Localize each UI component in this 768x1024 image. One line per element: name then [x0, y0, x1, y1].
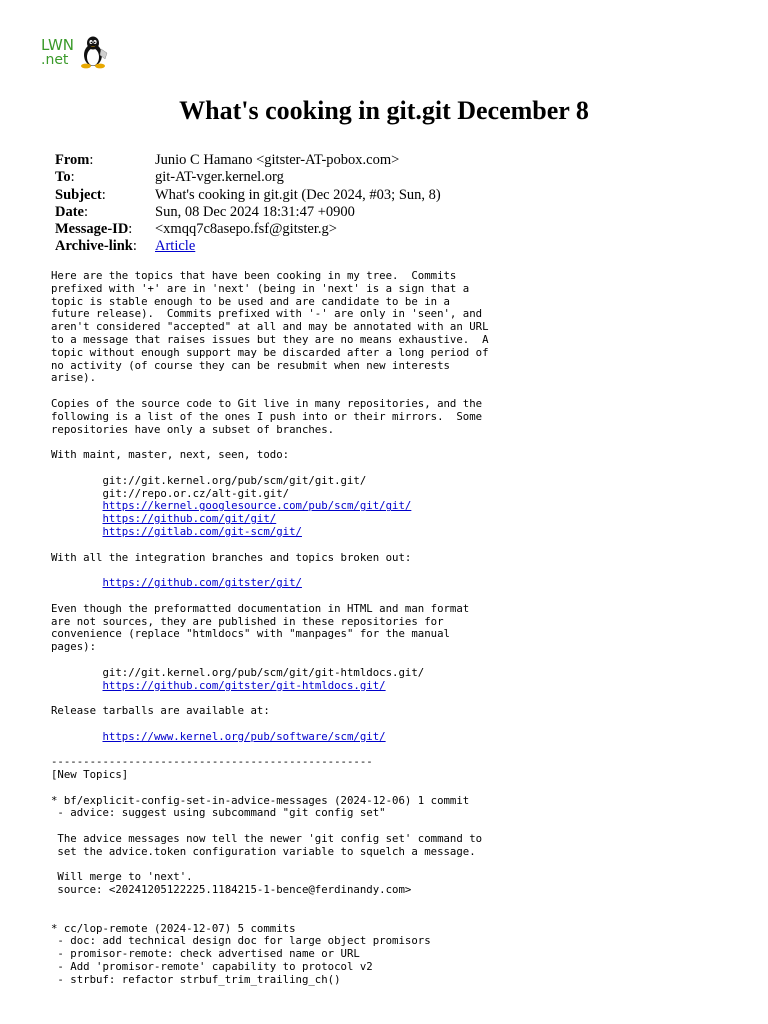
header-row-from: From: Junio C Hamano <gitster-AT-pobox.com>: [55, 152, 441, 169]
gitster-github-link[interactable]: https://github.com/gitster/git/: [102, 576, 302, 590]
header-name: Subject: [55, 186, 102, 203]
header-row-to: To: git-AT-vger.kernel.org: [55, 169, 441, 186]
header-name: From: [55, 152, 90, 168]
header-name: Date: [55, 203, 84, 220]
with-maint-line: With maint, master, next, seen, todo:: [51, 448, 290, 462]
with-all-line: With all the integration branches and topics broken out:: [51, 550, 412, 564]
header-value: What's cooking in git.git (Dec 2024, #03; Sun, 8): [155, 186, 441, 203]
release-line: Release tarballs are available at:: [51, 704, 270, 718]
header-row-archive-link: Archive-link: Article: [55, 238, 196, 255]
logo-text-lwn: LWN: [41, 36, 75, 54]
header-name: Archive-link: [55, 238, 133, 255]
header-name: Message-ID: [55, 221, 129, 238]
release-tarball-link[interactable]: https://www.kernel.org/pub/software/scm/git/: [102, 729, 386, 743]
repo-plain-url: git://repo.or.cz/alt-git.git/: [102, 486, 290, 500]
logo-text-net: .net: [41, 52, 69, 68]
archive-article-link[interactable]: Article: [155, 238, 196, 255]
header-row-date: Date: Sun, 08 Dec 2024 18:31:47 +0900: [55, 204, 441, 221]
header-value: Junio C Hamano <gitster-AT-pobox.com>: [155, 152, 400, 168]
docs-github-link[interactable]: https://github.com/gitster/git-htmldocs.git/: [102, 678, 386, 692]
repo-plain-url: git://git.kernel.org/pub/scm/git/git.git/: [102, 473, 367, 487]
repo-link-gitlab[interactable]: https://gitlab.com/git-scm/git/: [102, 524, 302, 538]
docs-paragraph: Even though the preformatted documentation in HTML and man format are not sources, they are published in these repositories for convenience (replace "htmldocs" with "manpages" for the manual pages):: [51, 601, 470, 654]
header-value: Sun, 08 Dec 2024 18:31:47 +0900: [155, 203, 355, 220]
topic-entry: * bf/explicit-config-set-in-advice-messages (2024-12-06) 1 commit - advice: suggest using subcommand "git config set" The advice messages now tell the newer 'git config set' command to set the advice.token configuration variable to squelch a message. Will merge to 'next'. source: <20241205122225.1184215-1-bence@ferdinandy.com>: [51, 793, 483, 897]
tux-penguin-icon: [80, 35, 108, 69]
new-topics-heading: [New Topics]: [51, 768, 129, 782]
email-body: [51, 270, 489, 987]
header-row-subject: Subject: What's cooking in git.git (Dec 2024, #03; Sun, 8): [55, 186, 441, 203]
topic-entry: * cc/lop-remote (2024-12-07) 5 commits - doc: add technical design doc for large object promisors - promisor-remote: check advertised name or URL - Add 'promisor-remote' capability to protocol v2 - strbuf: refactor strbuf_trim_trailing_ch(): [51, 921, 431, 986]
email-headers: [55, 152, 441, 256]
separator-line: --------------------------------------------------: [51, 755, 373, 769]
header-name: To: [55, 169, 71, 186]
repo-link-github[interactable]: https://github.com/git/git/: [102, 512, 277, 526]
header-row-message-id: Message-ID: <xmqq7c8asepo.fsf@gitster.g>: [55, 221, 441, 238]
header-value: <xmqq7c8asepo.fsf@gitster.g>: [155, 221, 337, 238]
repo-link-googlesource[interactable]: https://kernel.googlesource.com/pub/scm/git/git/: [102, 499, 412, 513]
header-value: git-AT-vger.kernel.org: [155, 169, 284, 186]
copies-paragraph: Copies of the source code to Git live in many repositories, and the following is a list of the ones I push into or their mirrors. Some repositories have only a subset of branches.: [51, 396, 483, 436]
docs-plain-url: git://git.kernel.org/pub/scm/git/git-htmldocs.git/: [102, 665, 425, 679]
intro-paragraph: Here are the topics that have been cooking in my tree. Commits prefixed with '+' are in 'next' (being in 'next' is a sign that a topic is stable enough to be used and are candidate to be in a future release). Commits prefixed with '-' are only in 'seen', and aren't considered "accepted" at all and may be annotated with an URL to a message that raises issues but they are no means exhaustive. A topic without enough support may be discarded after a long period of no activity (of course they can be resubmit when new interests arise).: [51, 269, 489, 385]
page-title: What's cooking in git.git December 8: [179, 96, 589, 125]
lwn-logo[interactable]: [40, 37, 108, 71]
